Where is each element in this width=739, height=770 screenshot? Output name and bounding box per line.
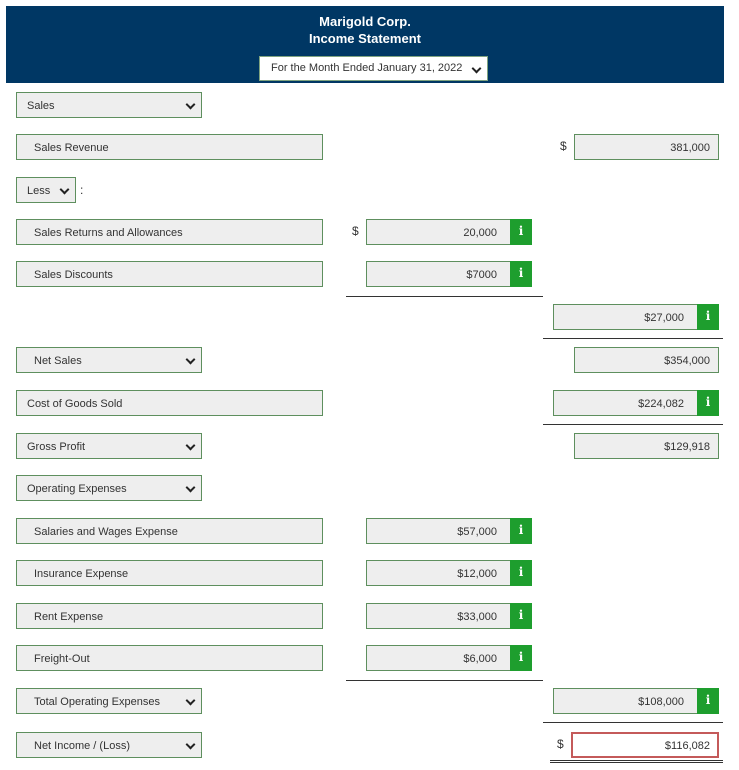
sales-revenue-field[interactable]: Sales Revenue xyxy=(16,134,323,160)
info-icon[interactable]: i xyxy=(697,688,719,714)
colon: : xyxy=(80,183,84,197)
chevron-down-icon xyxy=(186,355,196,365)
sales-discounts-amount[interactable]: $7000 i xyxy=(366,261,532,287)
subtotal-rule xyxy=(346,296,543,297)
period-select-value: For the Month Ended January 31, 2022 xyxy=(271,62,463,74)
info-icon[interactable]: i xyxy=(510,219,532,245)
cogs-field[interactable]: Cost of Goods Sold xyxy=(16,390,323,416)
insurance-field[interactable]: Insurance Expense xyxy=(16,560,323,586)
info-icon[interactable]: i xyxy=(510,261,532,287)
info-icon[interactable]: i xyxy=(697,390,719,416)
dollar-sign: $ xyxy=(560,139,567,153)
statement-title: Income Statement xyxy=(309,31,421,46)
info-icon[interactable]: i xyxy=(510,603,532,629)
statement-header xyxy=(6,6,724,83)
salaries-amount[interactable]: $57,000 i xyxy=(366,518,532,544)
chevron-down-icon xyxy=(186,696,196,706)
chevron-down-icon xyxy=(186,441,196,451)
chevron-down-icon xyxy=(186,740,196,750)
less-select[interactable]: Less xyxy=(16,177,76,203)
subtotal-rule xyxy=(346,680,543,681)
gross-profit-select[interactable]: Gross Profit xyxy=(16,433,202,459)
sales-revenue-amount[interactable]: 381,000 xyxy=(574,134,719,160)
chevron-down-icon xyxy=(186,100,196,110)
info-icon[interactable]: i xyxy=(697,304,719,330)
sales-discounts-field[interactable]: Sales Discounts xyxy=(16,261,323,287)
company-name: Marigold Corp. xyxy=(319,14,411,29)
dollar-sign: $ xyxy=(557,737,564,751)
operating-expenses-select[interactable]: Operating Expenses xyxy=(16,475,202,501)
net-income-amount[interactable]: $116,082 xyxy=(571,732,719,758)
chevron-down-icon xyxy=(60,185,70,195)
rent-field[interactable]: Rent Expense xyxy=(16,603,323,629)
gross-profit-amount[interactable]: $129,918 xyxy=(574,433,719,459)
chevron-down-icon xyxy=(186,483,196,493)
dollar-sign: $ xyxy=(352,224,359,238)
chevron-down-icon xyxy=(472,64,482,74)
info-icon[interactable]: i xyxy=(510,560,532,586)
sales-returns-field[interactable]: Sales Returns and Allowances xyxy=(16,219,323,245)
net-sales-select[interactable]: Net Sales xyxy=(16,347,202,373)
net-income-select[interactable]: Net Income / (Loss) xyxy=(16,732,202,758)
subtotal-rule xyxy=(543,424,723,425)
total-double-rule xyxy=(550,760,723,763)
sales-returns-amount[interactable]: 20,000 i xyxy=(366,219,532,245)
salaries-field[interactable]: Salaries and Wages Expense xyxy=(16,518,323,544)
total-operating-expenses-amount[interactable]: $108,000 i xyxy=(553,688,719,714)
net-sales-amount[interactable]: $354,000 xyxy=(574,347,719,373)
freight-field[interactable]: Freight-Out xyxy=(16,645,323,671)
sales-select[interactable]: Sales xyxy=(16,92,202,118)
cogs-amount[interactable]: $224,082 i xyxy=(553,390,719,416)
period-select[interactable] xyxy=(259,56,488,81)
less-total-amount[interactable]: $27,000 i xyxy=(553,304,719,330)
total-operating-expenses-select[interactable]: Total Operating Expenses xyxy=(16,688,202,714)
info-icon[interactable]: i xyxy=(510,518,532,544)
freight-amount[interactable]: $6,000 i xyxy=(366,645,532,671)
info-icon[interactable]: i xyxy=(510,645,532,671)
insurance-amount[interactable]: $12,000 i xyxy=(366,560,532,586)
subtotal-rule xyxy=(543,338,723,339)
rent-amount[interactable]: $33,000 i xyxy=(366,603,532,629)
subtotal-rule xyxy=(543,722,723,723)
